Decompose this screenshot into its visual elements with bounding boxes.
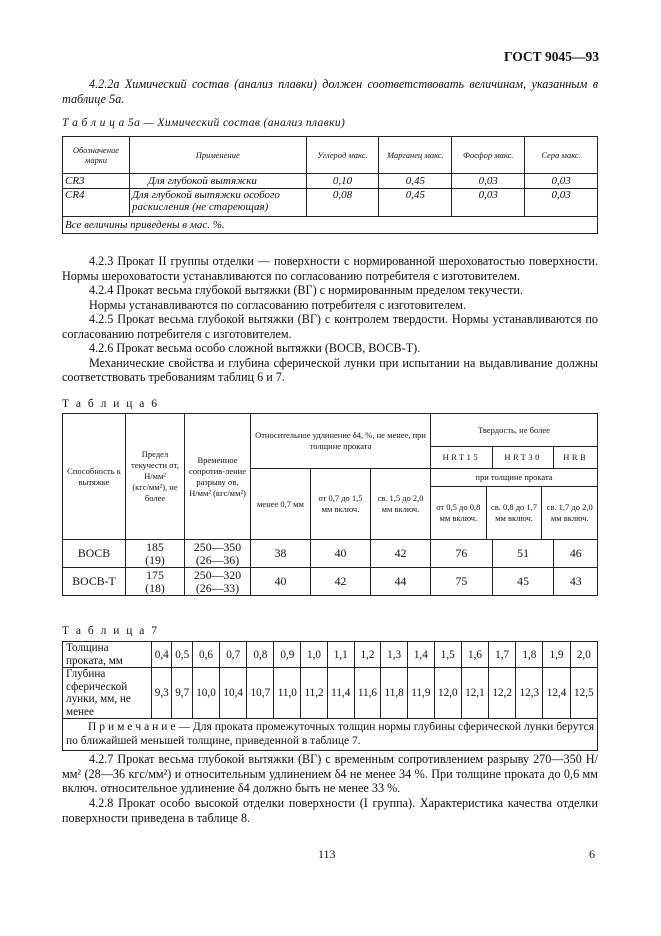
cell-hard-2: 51: [492, 540, 554, 568]
table-7: [62, 641, 598, 751]
note-label: П р и м е ч а н и е: [88, 721, 176, 733]
cell-thickness: 1,5: [434, 642, 461, 668]
cell-depth: 12,1: [461, 668, 488, 719]
cell-phosphorus: 0,03: [452, 174, 525, 189]
tensile-kgf: (26—36): [195, 552, 240, 567]
cell-tensile: [185, 568, 251, 596]
cell-use: Для глубокой вытяжки: [129, 174, 306, 189]
paragraph-4-2-3: 4.2.3 Прокат II группы отделки — поверхности с нормированной шероховатостью поверхности. Нормы шероховатости устанавливаются по согласованию потребителя с изготовителем.: [62, 254, 598, 283]
cell-hard-2: 45: [492, 568, 554, 596]
table-5a-note: Все величины приведены в мас. %.: [63, 217, 598, 234]
cell-depth: 10,7: [247, 668, 274, 719]
table-6-caption: Т а б л и ц а 6: [62, 398, 160, 410]
col-header-manganese: Марганец макс.: [379, 137, 452, 174]
table-row: [63, 642, 598, 668]
yield-kgf: (19): [145, 552, 165, 567]
cell-hard-1: 75: [431, 568, 493, 596]
table-7-note: [63, 719, 598, 751]
cell-depth: 12,5: [570, 668, 597, 719]
cell-thickness: 1,7: [489, 642, 516, 668]
col-header-hard-05-08: от 0,5 до 0,8 мм включ.: [431, 487, 487, 539]
col-header-hardness: Твердость, не более: [431, 414, 598, 447]
paragraph-4-2-2a: 4.2.2а Химический состав (анализ плавки) должен соответствовать величинам, указанным в таблице 5а.: [62, 77, 598, 106]
table-row: [63, 568, 598, 596]
cell-thickness: 0,5: [172, 642, 192, 668]
col-header-elong-lt07: менее 0,7 мм: [251, 469, 311, 540]
cell-thickness: 0,4: [152, 642, 172, 668]
tensile-value: 250—350: [193, 539, 242, 554]
cell-yield: [126, 540, 185, 568]
yield-value: 185: [146, 539, 164, 554]
yield-header-line2: (кгс/мм²), не более: [132, 482, 178, 503]
col-header-phosphorus: Фосфор макс.: [452, 137, 525, 174]
cell-depth: 11,8: [381, 668, 408, 719]
tensile-value: 250—320: [193, 567, 242, 582]
standard-header: ГОСТ 9045—93: [503, 49, 599, 64]
cell-carbon: 0,10: [306, 174, 379, 189]
cell-elong-1: 40: [251, 568, 311, 596]
col-header-grade: Обозначение марки: [63, 137, 130, 174]
row-label-depth: Глубина сферической лунки, мм, не менее: [63, 668, 152, 719]
cell-elong-1: 38: [251, 540, 311, 568]
cell-phosphorus: 0,03: [452, 189, 525, 217]
col-header-hrb: HRB: [554, 447, 598, 469]
col-header-elong-15-20: св. 1,5 до 2,0 мм включ.: [371, 469, 431, 540]
cell-elong-3: 44: [371, 568, 431, 596]
table-row: [63, 174, 598, 189]
cell-thickness: 1,9: [543, 642, 570, 668]
table-row: [63, 189, 598, 217]
cell-thickness: 0,7: [220, 642, 247, 668]
cell-depth: 11,9: [407, 668, 434, 719]
yield-kgf: (18): [145, 580, 165, 595]
cell-depth: 12,0: [434, 668, 461, 719]
cell-thickness: 2,0: [570, 642, 597, 668]
cell-depth: 12,4: [543, 668, 570, 719]
cell-elong-2: 42: [311, 568, 371, 596]
col-header-hard-08-17: св. 0,8 до 1,7 мм включ.: [487, 487, 543, 539]
col-header-tensile: [185, 414, 251, 540]
cell-thickness: 1,1: [327, 642, 354, 668]
table-row: [63, 668, 598, 719]
table-5a: [62, 136, 598, 234]
cell-sulfur: 0,03: [525, 189, 598, 217]
cell-elong-2: 40: [311, 540, 371, 568]
cell-thickness: 1,4: [407, 642, 434, 668]
col-header-hrt30: HRT30: [492, 447, 554, 469]
yield-value: 175: [146, 567, 164, 582]
cell-tensile: [185, 540, 251, 568]
paragraph-4-2-6-requirements: Механические свойства и глубина сферической лунки при испытании на выдавливание должны соответствовать требованиям таблиц 6 и 7.: [62, 355, 598, 385]
cell-hard-3: 43: [554, 568, 598, 596]
cell-depth: 10,0: [192, 668, 219, 719]
col-header-yield: [126, 414, 185, 540]
cell-thickness: 1,0: [301, 642, 328, 668]
tensile-kgf: (26—33): [195, 580, 240, 595]
col-header-hard-17-20: св. 1,7 до 2,0 мм включ.: [546, 502, 593, 523]
col-header-sulfur: Сера макс.: [525, 137, 598, 174]
page-number-right: 6: [589, 847, 595, 861]
cell-grade: CR4: [63, 189, 130, 217]
paragraph-4-2-5: 4.2.5 Прокат весьма глубокой вытяжки (ВГ) с контролем твердости. Нормы устанавливаются по согласованию потребителя с изготовителем.: [62, 312, 598, 341]
paragraph-4-2-4-norms: Нормы устанавливаются по согласованию потребителя с изготовителем.: [89, 297, 467, 312]
cell-sulfur: 0,03: [525, 174, 598, 189]
cell-depth: 11,2: [301, 668, 328, 719]
table-note-row: [63, 217, 598, 234]
cell-depth: 10,4: [220, 668, 247, 719]
cell-ability: ВОСВ-Т: [63, 568, 126, 596]
paragraph-4-2-8: 4.2.8 Прокат особо высокой отделки поверхности (I группа). Характеристика качества отделки поверхности приведена в таблице 8.: [62, 796, 598, 825]
paragraph-4-2-4: 4.2.4 Прокат весьма глубокой вытяжки (ВГ) с нормированным пределом текучести.: [89, 283, 523, 297]
cell-hard-1: 76: [431, 540, 493, 568]
cell-thickness: 1,8: [516, 642, 543, 668]
cell-manganese: 0,45: [379, 189, 452, 217]
cell-thickness: 1,6: [461, 642, 488, 668]
col-header-use: Применение: [129, 137, 306, 174]
cell-thickness: 0,9: [274, 642, 301, 668]
cell-depth: 9,3: [152, 668, 172, 719]
yield-header-line1: Предел текучести σт, Н/мм²: [131, 449, 179, 481]
cell-thickness: 0,6: [192, 642, 219, 668]
cell-depth: 9,7: [172, 668, 192, 719]
col-header-carbon: Углерод макс.: [306, 137, 379, 174]
cell-elong-3: 42: [371, 540, 431, 568]
cell-hard-3: 46: [554, 540, 598, 568]
hardness-thickness-label: при толщине проката: [431, 469, 597, 487]
cell-depth: 11,4: [327, 668, 354, 719]
cell-grade: CR3: [63, 174, 130, 189]
row-label-thickness: Толщина проката, мм: [63, 642, 152, 668]
cell-depth: 12,2: [489, 668, 516, 719]
table-7-caption: Т а б л и ц а 7: [62, 625, 160, 637]
tensile-header-line2: Н/мм² (кгс/мм²): [189, 487, 246, 498]
cell-ability: ВОСВ: [63, 540, 126, 568]
paragraph-4-2-6: 4.2.6 Прокат весьма особо сложной вытяжки (ВОСВ, ВОСВ-Т).: [89, 341, 421, 355]
cell-manganese: 0,45: [379, 174, 452, 189]
col-header-elong-07-15: от 0,7 до 1,5 мм включ.: [311, 469, 371, 540]
col-header-hrt15: HRT15: [431, 447, 493, 469]
paragraph-4-2-7: 4.2.7 Прокат весьма глубокой вытяжки (ВГ) с временным сопротивлением разрыву 270—350 Н/мм² (28—36 кгс/мм²) и относительным удлинением δ4 не менее 34 %. При толщине проката до 0,6 мм включ. относительное удлинение δ4 должно быть не менее 33 %.: [62, 752, 598, 796]
cell-yield: [126, 568, 185, 596]
table-5a-caption: Т а б л и ц а 5а — Химический состав (анализ плавки): [62, 117, 346, 129]
col-header-ability: Способность к вытяжке: [63, 414, 126, 540]
note-text: — Для проката промежуточных толщин нормы глубины сферической лунки берутся по ближайшей меньшей толщине, приведенной в таблице 7.: [66, 721, 594, 747]
table-header-row: [63, 137, 598, 174]
cell-depth: 12,3: [516, 668, 543, 719]
cell-use: Для глубокой вытяжки особого раскисления (не стареющая): [129, 189, 306, 217]
cell-thickness: 1,3: [381, 642, 408, 668]
col-header-elongation: Относительное удлинение δ4, %, не менее, при толщине проката: [251, 414, 431, 469]
table-note-row: [63, 719, 598, 751]
page-number-center: 113: [318, 847, 336, 861]
cell-depth: 11,0: [274, 668, 301, 719]
cell-thickness: 0,8: [247, 642, 274, 668]
cell-thickness: 1,2: [354, 642, 381, 668]
table-6: [62, 413, 598, 596]
cell-depth: 11,6: [354, 668, 381, 719]
cell-carbon: 0,08: [306, 189, 379, 217]
hardness-thickness-block: [431, 469, 598, 540]
table-row: [63, 540, 598, 568]
tensile-header-line1: Временное сопротив-ление разрыву σв,: [189, 454, 246, 487]
